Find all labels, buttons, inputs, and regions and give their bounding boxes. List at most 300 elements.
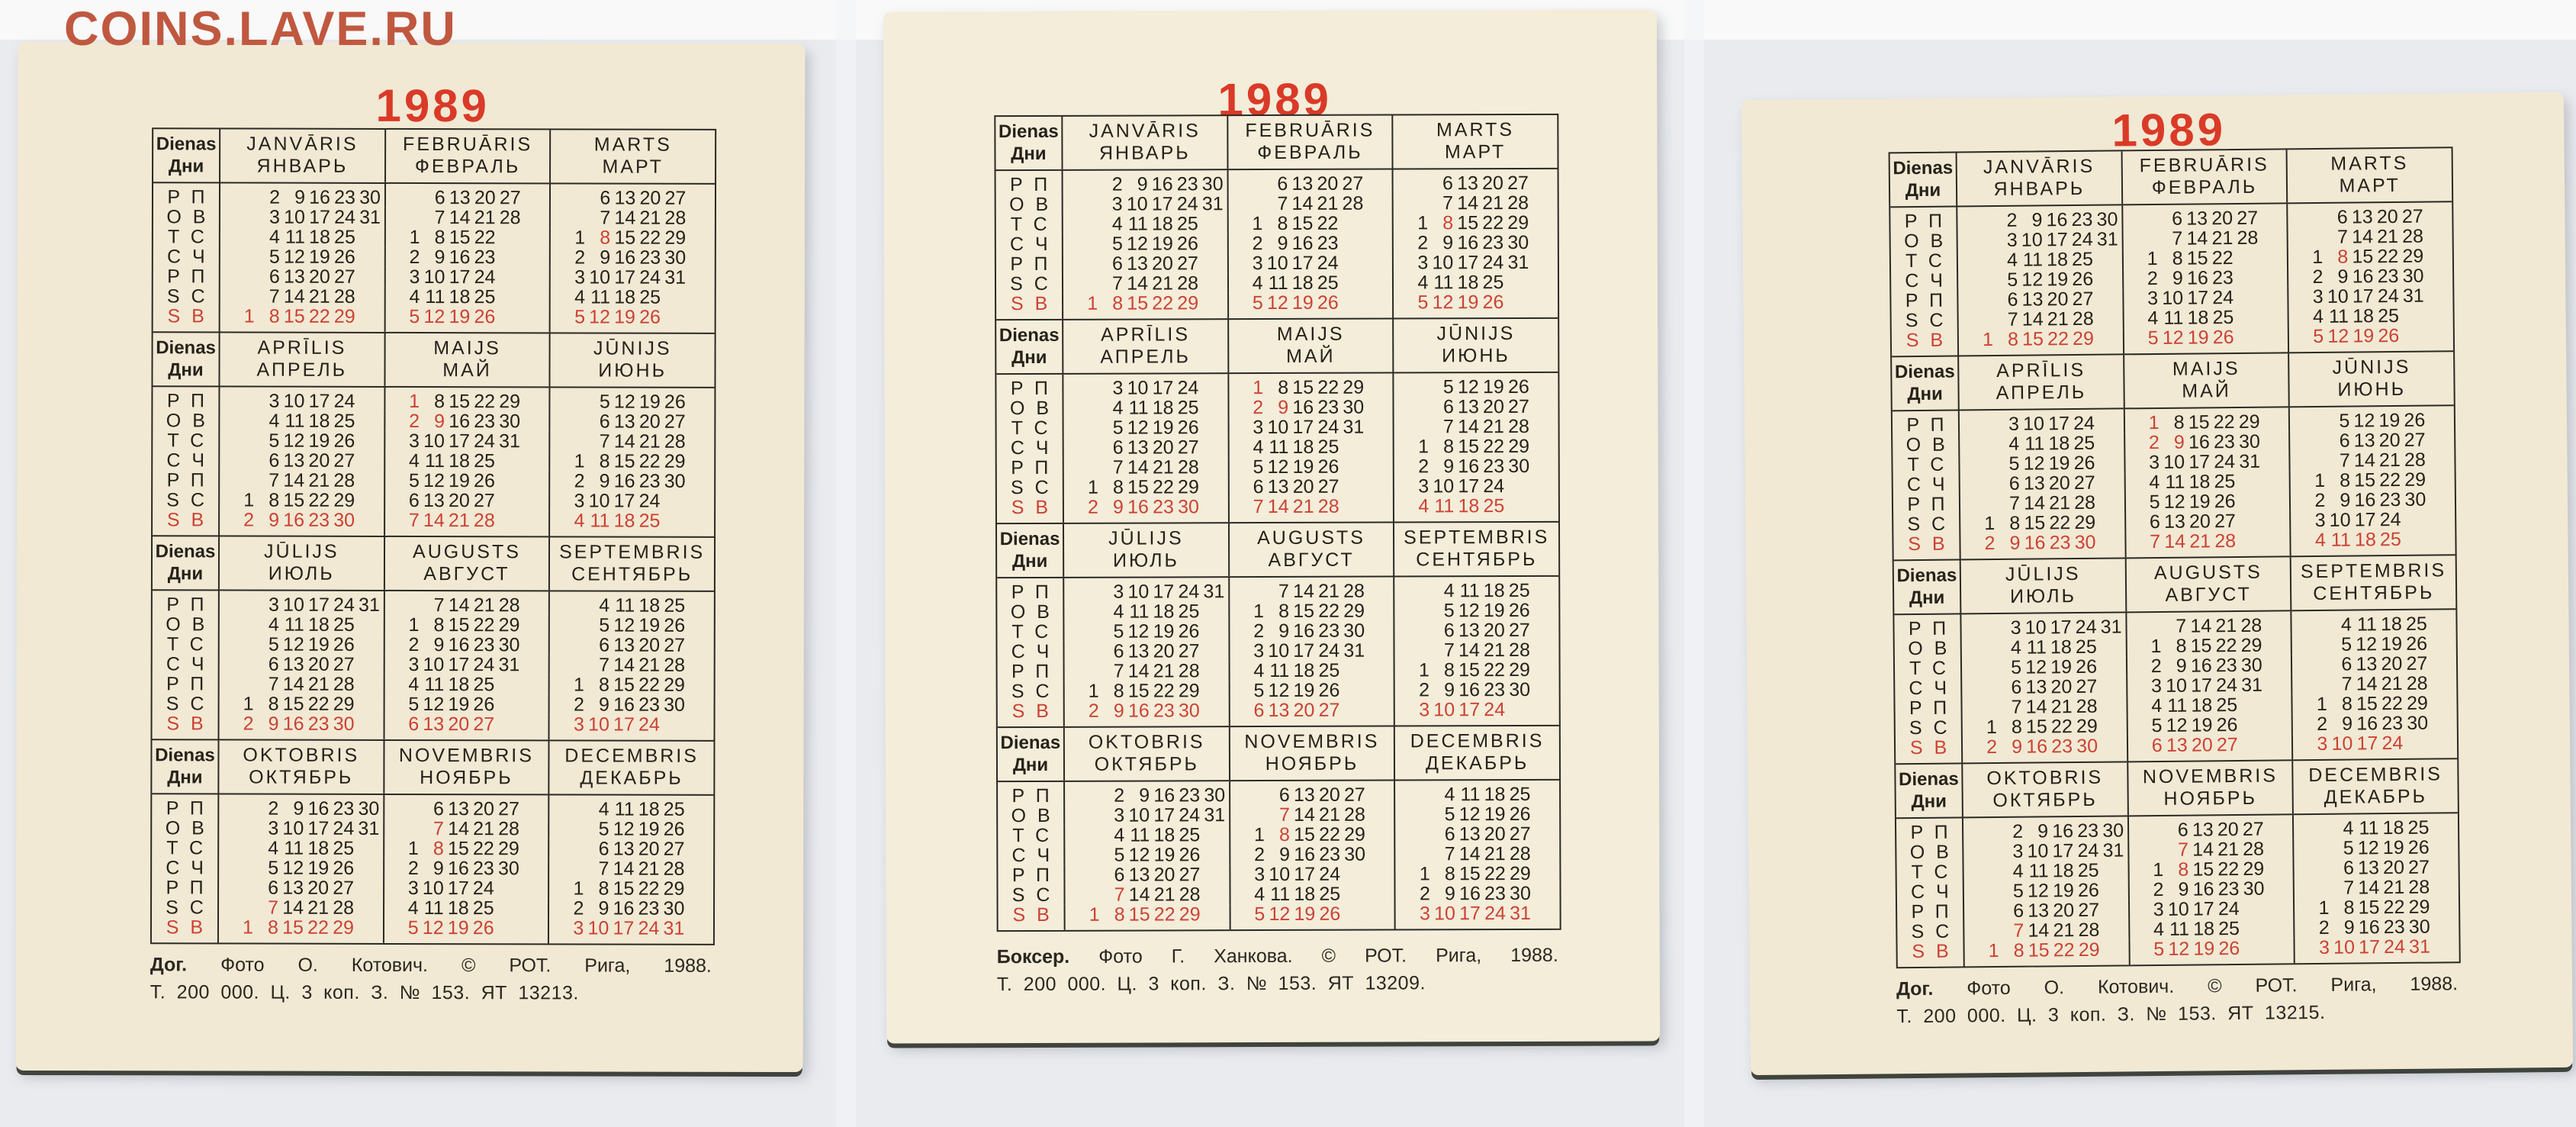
date-number: 2 (1114, 784, 1125, 807)
date-slot-empty (1199, 601, 1224, 621)
date-number: 10 (283, 594, 304, 616)
date-slot-empty (520, 247, 545, 267)
date-number: 26 (1482, 291, 1504, 314)
month-dates-row (1062, 170, 1227, 195)
month-dates-row (1227, 437, 1393, 458)
date-slot-empty (521, 188, 546, 208)
date-number: 12 (283, 430, 305, 452)
date-number: 27 (333, 877, 355, 899)
date-number: 18 (307, 613, 330, 636)
date-number: 27 (473, 490, 495, 512)
date-number: 26 (333, 246, 355, 268)
date-number: 26 (473, 694, 495, 716)
date-slot-empty (685, 819, 710, 839)
date-number: 7 (598, 858, 609, 880)
date-number: 16 (613, 694, 635, 716)
day-row-label: P П (1010, 377, 1049, 400)
date-slot-empty (1404, 377, 1429, 397)
year-label: 1989 (375, 79, 490, 132)
date-number: 12 (2327, 325, 2349, 347)
date-number: 2 (1087, 496, 1098, 518)
date-number: 14 (2352, 226, 2374, 248)
date-number: 15 (283, 305, 305, 327)
date-number: 31 (2100, 616, 2122, 638)
calendar-card (1741, 92, 2573, 1075)
date-slot-empty (355, 491, 380, 510)
quarter-block (1896, 758, 2459, 967)
month-dates-row (1393, 456, 1558, 477)
date-number: 11 (1433, 272, 1454, 294)
month-dates-row (2127, 815, 2293, 840)
date-number: 23 (1318, 620, 1340, 642)
date-slot-empty (2095, 433, 2120, 452)
date-slot-empty (1503, 272, 1529, 292)
date-number: 18 (1458, 495, 1480, 517)
date-number: 13 (1457, 396, 1479, 418)
date-slot-empty (2401, 530, 2426, 549)
date-number: 18 (2187, 307, 2209, 329)
date-number: 10 (1267, 416, 1289, 439)
date-slot-empty (494, 675, 519, 694)
date-number: 24 (333, 817, 355, 839)
month-name-latvian: JŪNIJS (2332, 356, 2411, 378)
date-slot-empty (2426, 449, 2451, 469)
date-slot-empty (686, 308, 711, 327)
month-dates-row (2293, 877, 2459, 898)
date-number: 15 (1294, 823, 1315, 845)
quarter-block (995, 115, 1558, 319)
date-number: 18 (614, 286, 636, 308)
date-number: 8 (2172, 247, 2183, 269)
date-slot-empty (1365, 641, 1390, 661)
month-dates-row (2121, 204, 2287, 229)
date-number: 13 (2166, 734, 2188, 756)
date-slot-empty (519, 694, 545, 714)
date-number: 20 (308, 449, 330, 472)
date-number: 16 (283, 509, 305, 531)
month-dates-row (1392, 253, 1558, 273)
date-number: 24 (2381, 732, 2404, 755)
day-row-label: P П (1011, 864, 1050, 887)
date-number: 30 (2074, 531, 2096, 554)
day-row-label: C Ч (1011, 844, 1050, 867)
date-number: 10 (588, 490, 610, 512)
date-number: 10 (1268, 639, 1290, 662)
date-number: 12 (1268, 679, 1290, 702)
date-number: 28 (1179, 884, 1201, 906)
date-slot-empty (229, 635, 254, 655)
date-slot-empty (519, 595, 545, 615)
date-number: 1 (2314, 469, 2326, 492)
month-name-latvian: JŪLIJS (1108, 527, 1184, 549)
date-number: 13 (1267, 475, 1289, 498)
date-slot-empty (1973, 881, 1999, 901)
day-row-label: P П (1910, 821, 1948, 844)
date-number: 2 (409, 246, 420, 269)
date-number: 9 (600, 246, 611, 269)
month-name-russian: ДЕКАБРЬ (1425, 752, 1529, 774)
date-number: 7 (2176, 615, 2187, 637)
date-slot-empty (1198, 378, 1224, 398)
day-row-label: P П (166, 390, 205, 412)
date-slot-empty (2258, 227, 2283, 247)
quarter-body (1896, 813, 2459, 967)
date-number: 14 (1127, 272, 1149, 295)
date-number: 27 (473, 713, 495, 736)
date-number: 16 (1293, 620, 1315, 642)
date-slot-empty (2427, 613, 2452, 633)
date-slot-empty (685, 715, 710, 735)
date-slot-empty (1531, 884, 1556, 903)
month-dates-row (1063, 601, 1228, 622)
date-slot-empty (2235, 472, 2260, 491)
date-number: 9 (1112, 496, 1124, 518)
month-name-russian: АПРЕЛЬ (256, 359, 348, 381)
date-number: 7 (433, 594, 445, 617)
date-number: 9 (269, 509, 280, 531)
month-dates-row (2289, 509, 2455, 530)
day-row-label: S C (1909, 716, 1947, 739)
date-number: 9 (433, 634, 445, 656)
month-dates-row (217, 897, 383, 917)
date-number: 16 (307, 797, 330, 819)
date-number: 2 (2147, 267, 2158, 290)
date-slot-empty (1073, 642, 1098, 662)
date-slot-empty (2403, 733, 2428, 753)
month-dates-row (1394, 864, 1560, 884)
quarter-body (152, 794, 713, 944)
date-number: 5 (1442, 376, 1454, 398)
month-name-latvian: FEBRUĀRIS (403, 133, 533, 156)
month-dates-row (1227, 374, 1393, 398)
date-slot-empty (2262, 655, 2288, 675)
date-slot-empty (2430, 916, 2455, 936)
date-number: 19 (1483, 600, 1505, 622)
date-number: 20 (474, 187, 496, 209)
date-number: 1 (1418, 436, 1430, 458)
quarter-header-row (1892, 352, 2454, 411)
date-number: 8 (434, 391, 445, 413)
date-slot-empty (685, 675, 710, 695)
month-dates-row (384, 431, 549, 451)
month-dates-row (2127, 858, 2293, 880)
date-number: 22 (1484, 659, 1505, 681)
date-number: 20 (2053, 900, 2075, 922)
month-dates-row (1959, 472, 2124, 494)
date-slot-empty (228, 839, 253, 858)
date-number: 25 (664, 594, 686, 617)
date-slot-empty (661, 288, 686, 308)
day-row-label: S B (1909, 736, 1947, 759)
month-dates-row (1962, 816, 2127, 842)
date-number: 28 (333, 285, 355, 308)
date-number: 5 (1111, 233, 1123, 255)
day-row-label: O B (1903, 230, 1944, 253)
date-number: 27 (1318, 699, 1340, 721)
date-number: 8 (2337, 246, 2349, 268)
month-dates-row (1960, 636, 2126, 658)
date-number: 26 (474, 470, 495, 492)
date-number: 2 (1984, 533, 1996, 555)
date-number: 24 (334, 206, 355, 228)
date-slot-empty (1531, 903, 1556, 923)
date-number: 7 (1112, 272, 1124, 295)
date-number: 13 (283, 266, 305, 288)
date-slot-empty (1198, 214, 1224, 233)
date-slot-empty (2426, 469, 2451, 489)
date-number: 1 (2312, 246, 2324, 269)
date-slot-empty (520, 411, 545, 431)
month-dates-row (549, 471, 715, 491)
caption-line-1: Дог. Фото О. Котович. © РОТ. Рига, 1988. (150, 954, 712, 977)
day-column-header (1892, 357, 1958, 411)
day-row-label: S B (166, 916, 204, 939)
date-number: 4 (1417, 272, 1429, 294)
date-slot-empty (558, 858, 584, 878)
date-slot-empty (1529, 292, 1554, 312)
date-number: 2 (2312, 266, 2324, 288)
month-name-latvian: MAIJS (2172, 357, 2240, 380)
date-number: 20 (448, 490, 470, 512)
day-header-russian: Дни (1011, 346, 1047, 369)
day-row-label: P П (1909, 697, 1947, 720)
date-number: 27 (333, 266, 355, 288)
date-number: 4 (1113, 601, 1124, 623)
date-number: 9 (2340, 489, 2351, 511)
month-dates-row (549, 388, 715, 411)
date-number: 11 (590, 510, 610, 532)
date-number: 6 (2343, 857, 2355, 879)
date-number: 21 (638, 858, 660, 880)
date-slot-empty (394, 799, 419, 819)
date-number: 3 (574, 490, 585, 512)
date-number: 18 (449, 286, 471, 308)
date-number: 21 (2377, 225, 2399, 248)
date-number: 13 (2192, 819, 2214, 841)
month-dates-row (1063, 641, 1228, 662)
day-row-label: T C (167, 430, 204, 452)
date-slot-empty (2097, 676, 2122, 696)
date-number: 24 (1482, 252, 1504, 274)
date-number: 8 (2007, 328, 2019, 350)
date-number: 5 (2007, 269, 2018, 291)
date-number: 14 (283, 469, 305, 491)
date-slot-empty (230, 208, 255, 227)
date-number: 22 (638, 674, 661, 696)
date-slot-empty (685, 511, 710, 531)
month-dates-row (383, 655, 548, 675)
date-number: 4 (408, 449, 420, 472)
day-header-russian: Дни (1011, 550, 1048, 572)
date-number: 13 (448, 798, 469, 820)
date-number: 5 (2008, 452, 2020, 475)
date-number: 1 (1252, 213, 1263, 235)
date-number: 18 (307, 837, 330, 859)
day-row-label: S B (1011, 700, 1049, 723)
date-number: 13 (2025, 676, 2047, 698)
date-number: 19 (307, 857, 330, 879)
date-number: 30 (1343, 620, 1365, 642)
day-row-label: S C (1911, 920, 1950, 943)
date-number: 5 (1114, 844, 1125, 866)
date-number: 4 (2147, 307, 2159, 330)
date-number: 3 (1419, 903, 1430, 925)
date-number: 11 (1460, 784, 1481, 806)
date-number: 13 (282, 877, 304, 899)
date-number: 22 (307, 693, 330, 715)
date-number: 2 (2318, 916, 2330, 939)
date-number: 24 (2377, 285, 2399, 308)
month-dates-row (1229, 844, 1394, 865)
date-number: 17 (309, 206, 330, 228)
date-number: 6 (2011, 676, 2022, 698)
date-number: 23 (2217, 877, 2240, 900)
date-number: 27 (663, 838, 685, 860)
date-number: 1 (243, 489, 255, 511)
date-number: 26 (474, 306, 496, 328)
day-header-russian: Дни (1907, 383, 1943, 405)
date-number: 10 (422, 877, 444, 900)
quarter-block (996, 317, 1558, 523)
month-dates-row (218, 430, 384, 450)
month-dates-row (2293, 857, 2459, 878)
day-header-latvian: Dienas (999, 528, 1060, 550)
date-number: 16 (447, 858, 469, 880)
date-number: 21 (1318, 803, 1340, 826)
date-number: 22 (1317, 376, 1339, 398)
date-number: 26 (664, 391, 686, 413)
date-number: 19 (1482, 376, 1504, 398)
date-number: 29 (1177, 292, 1199, 314)
date-number: 17 (613, 713, 635, 736)
date-slot-empty (2304, 858, 2329, 878)
date-number: 29 (1344, 823, 1365, 845)
date-slot-empty (2265, 938, 2290, 958)
date-slot-empty (2098, 736, 2123, 755)
date-slot-empty (1339, 497, 1365, 517)
month-dates-row (383, 878, 548, 898)
date-number: 4 (1418, 495, 1430, 517)
date-number: 5 (408, 469, 420, 492)
date-slot-empty (1237, 194, 1262, 214)
date-number: 11 (2026, 636, 2047, 658)
date-number: 6 (268, 653, 279, 675)
date-slot-empty (2233, 248, 2258, 268)
date-number: 24 (2077, 839, 2099, 862)
date-number: 5 (407, 916, 419, 939)
date-number: 18 (448, 674, 470, 696)
date-number: 21 (2217, 838, 2240, 861)
date-slot-empty (2233, 327, 2259, 347)
date-number: 29 (333, 693, 355, 715)
date-number: 31 (359, 594, 380, 616)
date-number: 2 (1088, 700, 1099, 722)
date-number: 6 (2007, 288, 2018, 311)
date-number: 25 (1317, 272, 1339, 294)
date-number: 10 (1432, 252, 1454, 274)
date-number: 20 (1318, 784, 1340, 806)
date-number: 11 (1127, 213, 1148, 235)
date-slot-empty (559, 655, 584, 675)
month-dates-row (2128, 918, 2294, 939)
date-number: 23 (1317, 396, 1339, 418)
date-slot-empty (355, 694, 380, 714)
date-number: 16 (1458, 883, 1481, 905)
date-number: 2 (1254, 844, 1265, 866)
date-number: 26 (333, 633, 355, 655)
date-number: 18 (2188, 471, 2211, 493)
date-number: 9 (2172, 267, 2183, 289)
date-slot-empty (686, 268, 711, 288)
date-slot-empty (2240, 939, 2265, 958)
date-slot-empty (2233, 288, 2259, 308)
date-number: 29 (333, 489, 355, 511)
date-number: 14 (613, 430, 635, 452)
month-dates-row (549, 411, 715, 431)
date-number: 31 (1203, 581, 1225, 603)
date-number: 21 (1292, 495, 1314, 517)
day-row-label: S B (1905, 329, 1944, 352)
caption-line-2: Т. 200 000. Ц. 3 коп. З. № 153. ЯТ 13215. (1896, 1001, 2326, 1028)
date-number: 16 (1151, 173, 1173, 195)
date-number: 5 (1254, 903, 1265, 926)
date-number: 14 (2025, 696, 2047, 718)
date-slot-empty (2426, 529, 2452, 549)
date-slot-empty (1971, 658, 1996, 678)
date-slot-empty (1073, 398, 1098, 418)
date-number: 14 (2024, 492, 2046, 514)
date-number: 1 (1087, 292, 1098, 314)
date-number: 19 (2193, 938, 2215, 960)
date-number: 15 (448, 838, 469, 860)
date-number: 8 (434, 227, 445, 249)
month-dates-row (2289, 489, 2455, 510)
date-number: 30 (663, 897, 685, 919)
day-row-label: C Ч (1906, 473, 1945, 496)
date-number: 10 (2162, 287, 2184, 309)
date-number: 21 (473, 594, 495, 617)
date-slot-empty (230, 287, 255, 307)
date-slot-empty (1529, 253, 1554, 272)
date-slot-empty (685, 695, 710, 715)
month-dates-row (1392, 193, 1558, 214)
month-dates-row (1962, 860, 2127, 881)
date-number: 22 (638, 877, 660, 900)
date-slot-empty (519, 635, 545, 655)
date-number: 14 (613, 858, 635, 880)
month-dates-row (2122, 307, 2288, 328)
date-number: 28 (1509, 842, 1531, 865)
date-number: 14 (282, 673, 304, 695)
date-number: 1 (2147, 247, 2158, 270)
day-row-label: P П (1011, 456, 1049, 479)
date-number: 6 (1253, 476, 1264, 498)
date-slot-empty (1973, 842, 1998, 861)
date-number: 26 (1319, 903, 1341, 925)
date-number: 2 (2012, 820, 2024, 842)
date-slot-empty (2427, 673, 2452, 693)
date-slot-empty (230, 247, 255, 267)
date-slot-empty (2430, 857, 2455, 877)
date-slot-empty (2399, 306, 2424, 326)
month-dates-row (1956, 205, 2121, 230)
date-number: 28 (1343, 803, 1365, 826)
date-number: 26 (2378, 324, 2400, 347)
month-dates-row (1394, 577, 1559, 601)
date-number: 19 (449, 470, 470, 492)
date-number: 26 (2218, 937, 2240, 960)
month-dates-row (2291, 610, 2456, 635)
